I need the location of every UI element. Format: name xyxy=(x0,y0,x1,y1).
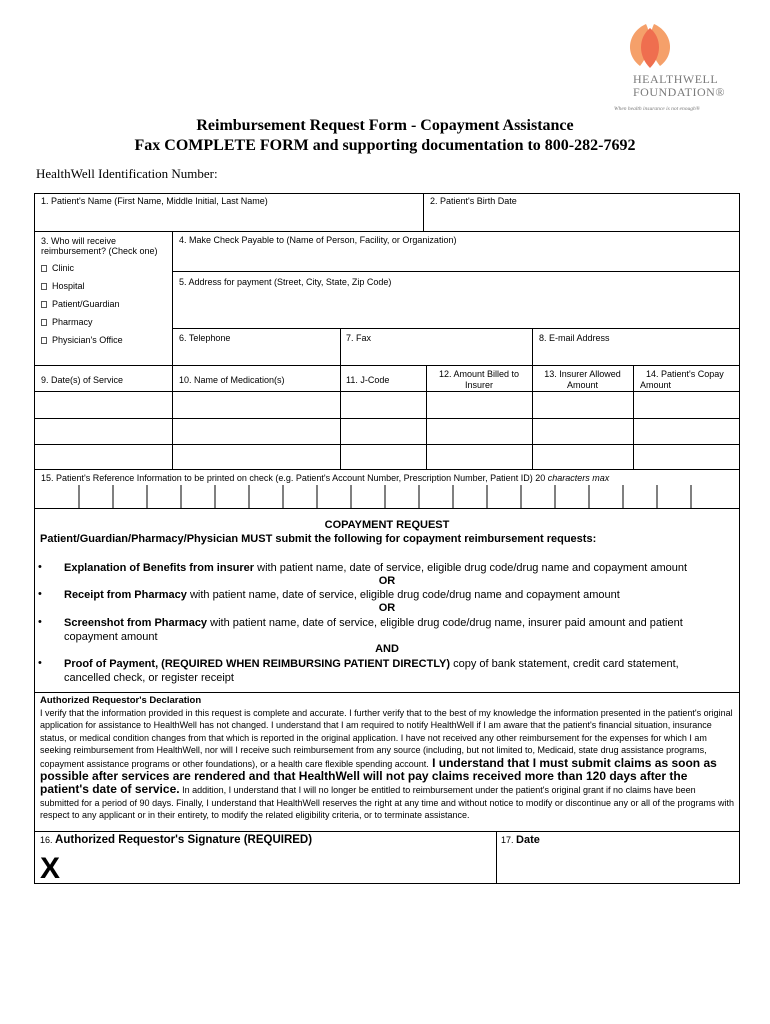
option-physicians-office[interactable] xyxy=(41,335,123,346)
bullet-icon: • xyxy=(38,588,42,600)
requirement-detail: with patient name, date of service, eligible drug code/drug name, insurer paid amount and patient copayment amount xyxy=(64,617,683,643)
requirement-detail: with patient name, date of service, eligible drug code/drug name and copayment amount xyxy=(186,589,620,601)
requirement-detail: with patient name, date of service, eligible drug code/drug name and copayment amount xyxy=(254,562,688,574)
signature-label xyxy=(40,834,312,846)
patient-name-field[interactable] xyxy=(35,208,422,230)
requirement-title: Receipt from Pharmacy xyxy=(64,589,187,601)
divider xyxy=(34,444,740,445)
date-field[interactable] xyxy=(497,850,739,882)
logo-wordmark xyxy=(633,73,725,99)
insurer-allowed-header xyxy=(532,369,633,391)
option-label: Clinic xyxy=(52,263,75,273)
option-label: Pharmacy xyxy=(52,317,93,327)
or-separator: OR xyxy=(378,575,396,587)
logo-line1: HEALTHWELL xyxy=(633,72,719,86)
requirement-screenshot xyxy=(64,616,714,644)
date-label xyxy=(501,834,540,846)
divider xyxy=(34,391,740,392)
reference-info-label xyxy=(41,473,609,484)
header-line: Amount xyxy=(566,380,599,390)
option-patient-guardian[interactable] xyxy=(41,299,120,310)
requirement-receipt xyxy=(64,588,719,602)
option-clinic[interactable] xyxy=(41,263,74,274)
copay-heading: COPAYMENT REQUEST xyxy=(324,519,450,531)
signature-label-text: Authorized Requestor's Signature (REQUIRED) xyxy=(55,834,313,846)
requirement-title: Proof of Payment, (REQUIRED WHEN REIMBURSING PATIENT DIRECTLY) xyxy=(64,658,451,670)
declaration-part1: I verify that the information provided in this request is complete and accurate. I further verify that to the best of my knowledge the information presented in the patient's original application for assistance to HealthWell has not changed. I understand that I am required to notify HealthWell if I am aware that the patient's financial situation, insurance status, or medical condition changes from that which is reported in the original application. I have not received any other reimbursement for the expenses for which I am seeking reimbursement from HealthWell, nor will I receive such reimbursement from any source (including, but not limited to, Medicaid, state drug assistance programs, copayment assistance programs or other foundations), or a health care flexible spending account. xyxy=(40,708,733,769)
birth-date-field[interactable] xyxy=(424,208,739,230)
divider xyxy=(34,508,740,509)
address-label: 5. Address for payment (Street, City, State, Zip Code) xyxy=(179,277,392,287)
telephone-label: 6. Telephone xyxy=(179,333,231,343)
requirement-title: Screenshot from Pharmacy xyxy=(64,617,208,629)
divider xyxy=(34,469,740,470)
email-label: 8. E-mail Address xyxy=(539,333,610,343)
signature-number: 16. xyxy=(40,835,53,845)
requirement-proof-of-payment xyxy=(64,657,714,685)
reference-info-text: 15. Patient's Reference Information to be printed on check (e.g. Patient's Account Number, Prescription Number, Patient ID) 20 xyxy=(41,473,546,483)
bullet-icon: • xyxy=(38,616,42,628)
header-line: 14. Patient's Copay xyxy=(646,369,724,379)
requirement-title: Explanation of Benefits from insurer xyxy=(64,562,255,574)
and-separator: AND xyxy=(375,643,399,655)
divider xyxy=(34,418,740,419)
bullet-icon: • xyxy=(38,561,42,573)
fax-instruction: Fax COMPLETE FORM and supporting documentation to 800-282-7692 xyxy=(134,137,636,154)
amount-billed-header xyxy=(426,369,532,391)
divider xyxy=(34,365,740,366)
signature-field[interactable] xyxy=(70,850,490,882)
requirement-detail: copy of bank statement, credit card statement, cancelled check, or register receipt xyxy=(64,658,679,684)
declaration-title: Authorized Requestor's Declaration xyxy=(40,695,202,706)
checkbox[interactable] xyxy=(41,265,47,272)
divider xyxy=(34,692,740,693)
fax-label: 7. Fax xyxy=(346,333,372,343)
option-label: Hospital xyxy=(52,281,85,291)
checkbox[interactable] xyxy=(41,283,47,290)
divider xyxy=(172,231,173,469)
requirement-eob xyxy=(64,561,719,575)
date-of-service-header: 9. Date(s) of Service xyxy=(41,375,124,385)
option-pharmacy[interactable] xyxy=(41,317,93,328)
recipient-question-line1: 3. Who will receive xyxy=(41,236,117,246)
header-line: Amount xyxy=(640,380,672,390)
option-hospital[interactable] xyxy=(41,281,85,292)
signature-x-mark: X xyxy=(40,852,61,885)
payee-label: 4. Make Check Payable to (Name of Person, Facility, or Organization) xyxy=(179,235,457,245)
patient-name-label: 1. Patient's Name (First Name, Middle Initial, Last Name) xyxy=(41,196,268,206)
recipient-question-line2: reimbursement? (Check one) xyxy=(41,246,158,256)
logo-line2: FOUNDATION® xyxy=(633,85,725,99)
healthwell-logo xyxy=(606,14,746,118)
logo-tagline: When health insurance is not enough® xyxy=(614,106,700,112)
divider xyxy=(633,365,634,469)
declaration-part2: In addition, I understand that I will no longer be entitled to reimbursement under the patient's original grant if no claims have been submitted for a period of 90 days. Finally, I understand that HealthWell reserves the right at any time and without notice to modify or discontinue any or all of the programs with respect to any applicant or in their entirety, to modify the related eligibility criteria, or to terminate assistance. xyxy=(40,785,735,821)
checkbox[interactable] xyxy=(41,337,47,344)
divider xyxy=(532,328,533,469)
birth-date-label: 2. Patient's Birth Date xyxy=(430,196,517,206)
divider xyxy=(172,328,740,329)
reference-info-limit: characters max xyxy=(547,473,610,483)
patient-copay-header xyxy=(638,369,724,391)
checkbox[interactable] xyxy=(41,301,47,308)
date-label-text: Date xyxy=(516,834,540,846)
header-line: 13. Insurer Allowed xyxy=(544,369,621,379)
form-title: Reimbursement Request Form - Copayment Assistance xyxy=(196,117,574,134)
divider xyxy=(340,328,341,469)
header-line: 12. Amount Billed to xyxy=(438,369,520,379)
option-label: Patient/Guardian xyxy=(52,299,120,309)
medication-header: 10. Name of Medication(s) xyxy=(179,375,285,385)
declaration-emphasis: I understand that I must submit claims as soon as possible after services are rendered and that HealthWell will not pay claims received more than 120 days after the patient's date of service. xyxy=(40,755,717,797)
copay-subheading: Patient/Guardian/Pharmacy/Physician MUST submit the following for copayment reimbursement requests: xyxy=(40,533,597,545)
declaration-text xyxy=(40,707,736,822)
divider xyxy=(34,831,740,832)
date-number: 17. xyxy=(501,835,514,845)
reference-character-boxes[interactable] xyxy=(34,485,740,508)
option-label: Physician's Office xyxy=(52,335,123,345)
healthwell-id-label: HealthWell Identification Number: xyxy=(36,166,218,181)
bullet-icon: • xyxy=(38,657,42,669)
jcode-header: 11. J-Code xyxy=(346,375,390,385)
divider xyxy=(34,231,740,232)
or-separator: OR xyxy=(378,602,396,614)
header-line: Insurer xyxy=(464,380,493,390)
checkbox[interactable] xyxy=(41,319,47,326)
divider xyxy=(172,271,740,272)
